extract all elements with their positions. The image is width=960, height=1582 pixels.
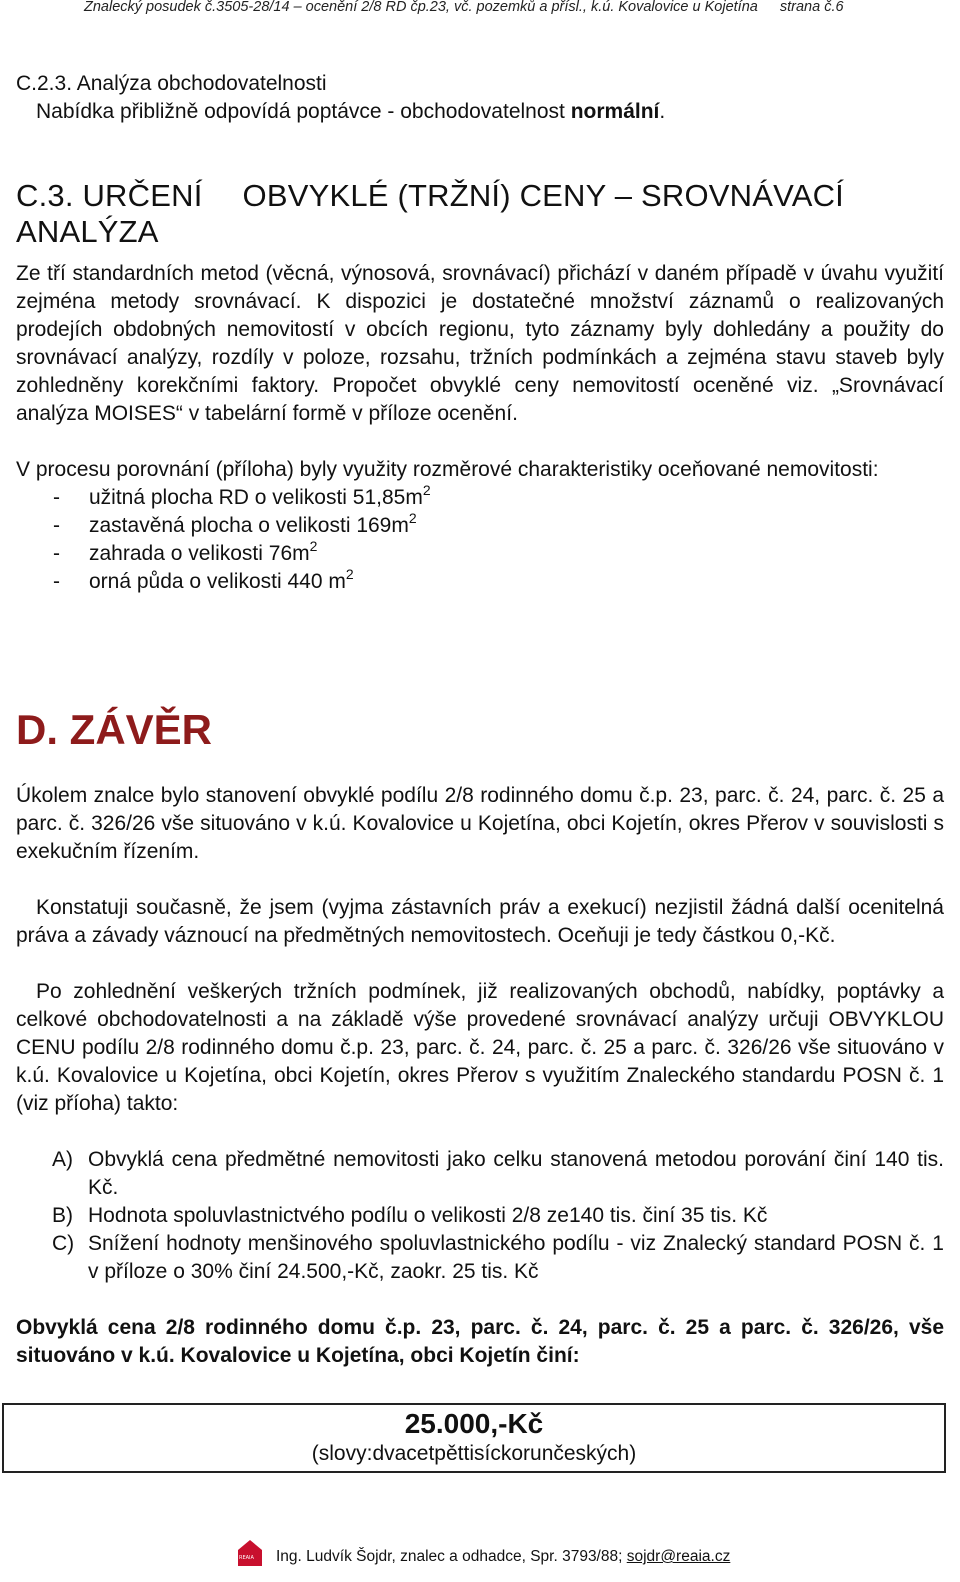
list-item: - orná půda o velikosti 440 $m^2$ xyxy=(16,568,944,596)
final-statement: Obvyklá cena 2/8 rodinného domu č.p. 23, parc. č. 24, parc. č. 25 a parc. č. 326/26, vše situováno v k.ú. Kovalovice u Kojetína, obci Kojetín činí: xyxy=(16,1316,944,1367)
section-d xyxy=(16,706,944,1370)
footer-text xyxy=(276,1548,730,1566)
list-item: C) Snížení hodnoty menšinového spoluvlastnického podílu - viz Znalecký standard POSN č. 1 v příloze o 30% činí 24.500,-Kč, zaokr. 25 tis. Kč xyxy=(52,1232,944,1283)
d-paragraph3: Po zohlednění veškerých tržních podmínek, již realizovaných obchodů, nabídky, poptávky a celkové obchodovatelnosti a na základě výše provedené srovnávací analýzy určuji OBVYKLOU CENU podílu 2/8 rodinného domu č.p. 23, parc. č. 24, parc. č. 25 a parc. č. 326/26 vše situováno v k.ú. Kovalovice u Kojetína, obci Kojetín, okres Přerov s využitím Znaleckého standardu POSN č. 1 (viz příoha) takto: xyxy=(16,980,944,1115)
c3-heading-part2: OBVYKLÉ (TRŽNÍ) CENY – SROVNÁVACÍ xyxy=(242,178,844,213)
c3-paragraph2: V procesu porovnání (příloha) byly využity rozměrové charakteristiky oceňované nemovitosti: xyxy=(16,458,879,481)
c3-paragraph1: Ze tří standardních metod (věcná, výnosová, srovnávací) přichází v daném případě v úvahu využití zejména metody srovnávací. K dispozici je dostatečné množství záznamů o realizovaných prodejích obdobných nemovitostí v obcích regionu, tyto záznamy byly dohledány a použity do srovnávací analýzy, rozdíly v poloze, rozsahu, tržních podmínkách a zejména stavu staveb byly zohledněny korekčními faktory. Propočet obvyklé ceny nemovitostí oceněné viz. „Srovnávací analýza MOISES“ v tabelární formě v příloze ocenění. xyxy=(16,262,944,425)
result-box xyxy=(2,1403,946,1473)
result-value: 25.000,-Kč xyxy=(404,1408,544,1439)
section-c3 xyxy=(16,178,944,596)
reaia-logo-icon: REAIA xyxy=(236,1540,264,1566)
list-item: - užitná plocha RD o velikosti $51,85m^2$ xyxy=(16,484,944,512)
header-title: Znalecký posudek č.3505-28/14 – ocenění 2/8 RD čp.23, vč. pozemků a přísl., k.ú. Kovalovice u Kojetína xyxy=(84,0,758,15)
running-header xyxy=(84,0,844,14)
page-footer xyxy=(236,1536,730,1566)
header-page-label: strana č.6 xyxy=(779,0,844,15)
footer-email-link[interactable]: sojdr@reaia.cz xyxy=(626,1548,731,1565)
list-item: - zahrada o velikosti $76m^2$ xyxy=(16,540,944,568)
list-item: A) Obvyklá cena předmětné nemovitosti jako celku stanovená metodou porování činí 140 tis. Kč. xyxy=(52,1148,944,1199)
valuation-list xyxy=(16,1146,944,1286)
analysis-line xyxy=(16,98,944,126)
analysis-line-suffix: . xyxy=(659,100,666,123)
characteristics-list xyxy=(16,484,944,596)
analysis-line-bold: normální xyxy=(570,100,660,123)
d-heading: D. ZÁVĚR xyxy=(16,706,213,753)
list-item: B) Hodnota spoluvlastnictvého podílu o velikosti 2/8 ze140 tis. činí 35 tis. Kč xyxy=(52,1204,768,1227)
d-paragraph1: Úkolem znalce bylo stanovení obvyklé podílu 2/8 rodinného domu č.p. 23, parc. č. 24, parc. č. 25 a parc. č. 326/26 vše situováno v k.ú. Kovalovice u Kojetína, obci Kojetín, okres Přerov v souvislosti s exekučním řízením. xyxy=(16,784,944,863)
c3-heading-part1: C.3. URČENÍ xyxy=(16,178,203,213)
analysis-line-prefix: Nabídka přibližně odpovídá poptávce - obchodovatelnost xyxy=(36,100,571,123)
footer-author: Ing. Ludvík Šojdr, znalec a odhadce, Spr. 3793/88; xyxy=(276,1548,627,1565)
result-words: (slovy:dvacetpěttisíckorunčeských) xyxy=(311,1442,637,1465)
list-item: - zastavěná plocha o velikosti $169m^2$ xyxy=(16,512,944,540)
c3-heading-part3: ANALÝZA xyxy=(16,214,159,249)
analysis-block xyxy=(16,70,944,126)
analysis-heading: C.2.3. Analýza obchodovatelnosti xyxy=(16,72,327,95)
d-paragraph2: Konstatuji současně, že jsem (vyjma zástavních práv a exekucí) nezjistil žádná další ocenitelná práva a závady váznoucí na předmětných nemovitostech. Oceňuji je tedy částkou 0,-Kč. xyxy=(16,896,944,947)
c3-heading xyxy=(16,178,944,250)
